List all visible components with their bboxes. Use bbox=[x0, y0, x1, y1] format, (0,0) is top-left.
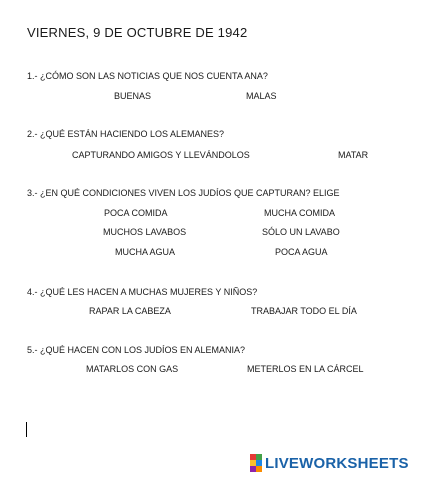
liveworksheets-logo[interactable] bbox=[250, 454, 409, 472]
question-5: 5.- ¿QUÉ HACEN CON LOS JUDÍOS EN ALEMANIA? bbox=[27, 345, 246, 355]
liveworksheets-logo-icon bbox=[250, 454, 262, 472]
answer-option[interactable]: RAPAR LA CABEZA bbox=[89, 306, 171, 316]
answer-option[interactable]: POCA COMIDA bbox=[104, 208, 168, 218]
question-3: 3.- ¿EN QUÉ CONDICIONES VIVEN LOS JUDÍOS QUE CAPTURAN? ELIGE bbox=[27, 188, 340, 198]
answer-option[interactable]: POCA AGUA bbox=[275, 247, 328, 257]
answer-option[interactable]: MUCHOS LAVABOS bbox=[103, 227, 187, 237]
answer-option[interactable]: MATAR bbox=[338, 150, 369, 160]
question-4: 4.- ¿QUÉ LES HACEN A MUCHAS MUJERES Y NIÑOS? bbox=[27, 287, 258, 297]
page-title: VIERNES, 9 DE OCTUBRE DE 1942 bbox=[27, 25, 248, 40]
answer-option[interactable]: MUCHA AGUA bbox=[115, 247, 176, 257]
answer-option[interactable]: CAPTURANDO AMIGOS Y LLEVÁNDOLOS bbox=[72, 150, 250, 160]
answer-option[interactable]: MALAS bbox=[246, 91, 277, 101]
text-cursor bbox=[26, 422, 27, 437]
answer-option[interactable]: MATARLOS CON GAS bbox=[86, 364, 179, 374]
answer-option[interactable]: SÓLO UN LAVABO bbox=[262, 227, 340, 237]
answer-option[interactable]: MUCHA COMIDA bbox=[264, 208, 336, 218]
answer-option[interactable]: TRABAJAR TODO EL DÍA bbox=[251, 306, 357, 316]
answer-option[interactable]: BUENAS bbox=[114, 91, 152, 101]
question-2: 2.- ¿QUÉ ESTÁN HACIENDO LOS ALEMANES? bbox=[27, 129, 225, 139]
logo-text: LIVEWORKSHEETS bbox=[265, 454, 409, 472]
answer-option[interactable]: METERLOS EN LA CÁRCEL bbox=[247, 364, 364, 374]
question-1: 1.- ¿CÓMO SON LAS NOTICIAS QUE NOS CUENTA ANA? bbox=[27, 71, 268, 81]
